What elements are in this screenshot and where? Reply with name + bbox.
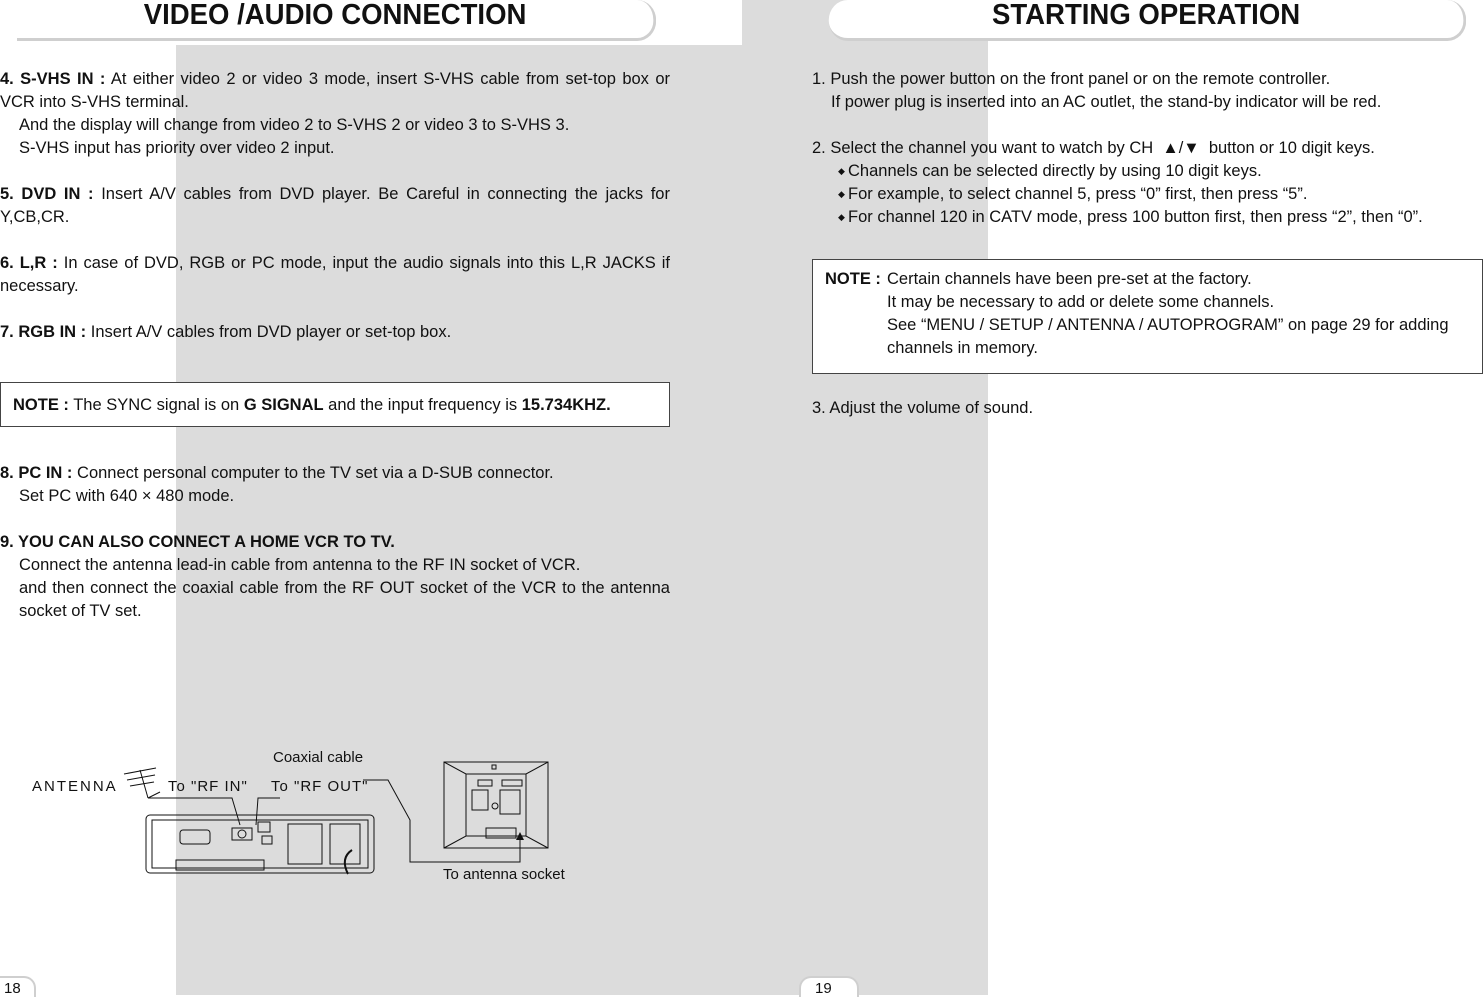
vcr-icon <box>146 815 374 874</box>
list-item: ◆ For example, to select channel 5, press “0” first, then press “5”. <box>812 183 1482 206</box>
antenna-label: ANTENNA <box>32 778 118 795</box>
rf-out-label: To "RF OUT" <box>271 778 369 795</box>
left-page-content-lower <box>0 462 670 646</box>
item-vcr: 9. YOU CAN ALSO CONNECT A HOME VCR TO TV. Connect the antenna lead-in cable from antenna to the RF IN socket of VCR. and then connect the coaxial cable from the RF OUT socket of the VCR to the antenna socket of TV set. <box>0 533 670 620</box>
ch-up-down-icon: ▲/▼ <box>1157 139 1205 157</box>
item-rgb: 7. RGB IN : Insert A/V cables from DVD player or set-top box. <box>0 323 452 341</box>
item-pc: 8. PC IN : Connect personal computer to the TV set via a D-SUB connector. Set PC with 640 × 480 mode. <box>0 464 554 505</box>
diamond-bullet-icon: ◆ <box>838 189 845 199</box>
step-1: 1. Push the power button on the front panel or on the remote controller. If power plug is inserted into an AC outlet, the stand-by indicator will be red. <box>812 70 1382 111</box>
right-page-content <box>812 68 1482 252</box>
left-page-content <box>0 68 670 367</box>
coax-label: Coaxial cable <box>273 749 364 766</box>
vcr-connection-diagram <box>0 740 600 890</box>
diamond-bullet-icon: ◆ <box>838 212 845 222</box>
antenna-icon <box>124 768 160 798</box>
channel-note-box: NOTE : Certain channels have been pre-set at the factory. It may be necessary to add or delete some channels. See “MENU / SETUP / ANTENNA / AUTOPROGRAM” on page 29 for adding channels in memory. <box>812 259 1483 374</box>
antenna-socket-label: To antenna socket <box>443 866 565 883</box>
page-number-right: 19 <box>799 976 859 997</box>
item-dvd: 5. DVD IN : Insert A/V cables from DVD player. Be Careful in connecting the jacks for Y,CB,CR. <box>0 185 670 226</box>
item-svhs: 4. S-VHS IN : At either video 2 or video 3 mode, insert S-VHS cable from set-top box or VCR into S-VHS terminal. And the display will change from video 2 to S-VHS 2 or video 3 to S-VHS 3. S-VHS input has priority over video 2 input. <box>0 70 670 157</box>
item-lr: 6. L,R : In case of DVD, RGB or PC mode, input the audio signals into this L,R JACKS if necessary. <box>0 254 670 295</box>
step-2: 2. Select the channel you want to watch by CH ▲/▼ button or 10 digit keys. ◆ Channels can be selected directly by using 10 digit keys. ◆ For example, to select channel 5, press “0” first, then press “5”. ◆ For channel 120 in CATV mode, press 100 button first, then press “2”, then “0”. <box>812 137 1482 229</box>
left-page-title: VIDEO /AUDIO CONNECTION <box>17 0 656 41</box>
list-item: ◆ For channel 120 in CATV mode, press 100 button first, then press “2”, then “0”. <box>812 206 1482 229</box>
rf-in-label: To "RF IN" <box>168 778 248 795</box>
list-item: ◆ Channels can be selected directly by using 10 digit keys. <box>812 160 1482 183</box>
tv-icon <box>444 762 548 848</box>
right-page-title: STARTING OPERATION <box>829 0 1466 41</box>
diamond-bullet-icon: ◆ <box>838 166 845 176</box>
step-3: 3. Adjust the volume of sound. <box>812 399 1034 417</box>
sync-note-box: NOTE : The SYNC signal is on G SIGNAL and the input frequency is 15.734KHZ. <box>0 382 670 427</box>
page-number-left: 18 <box>0 976 36 997</box>
